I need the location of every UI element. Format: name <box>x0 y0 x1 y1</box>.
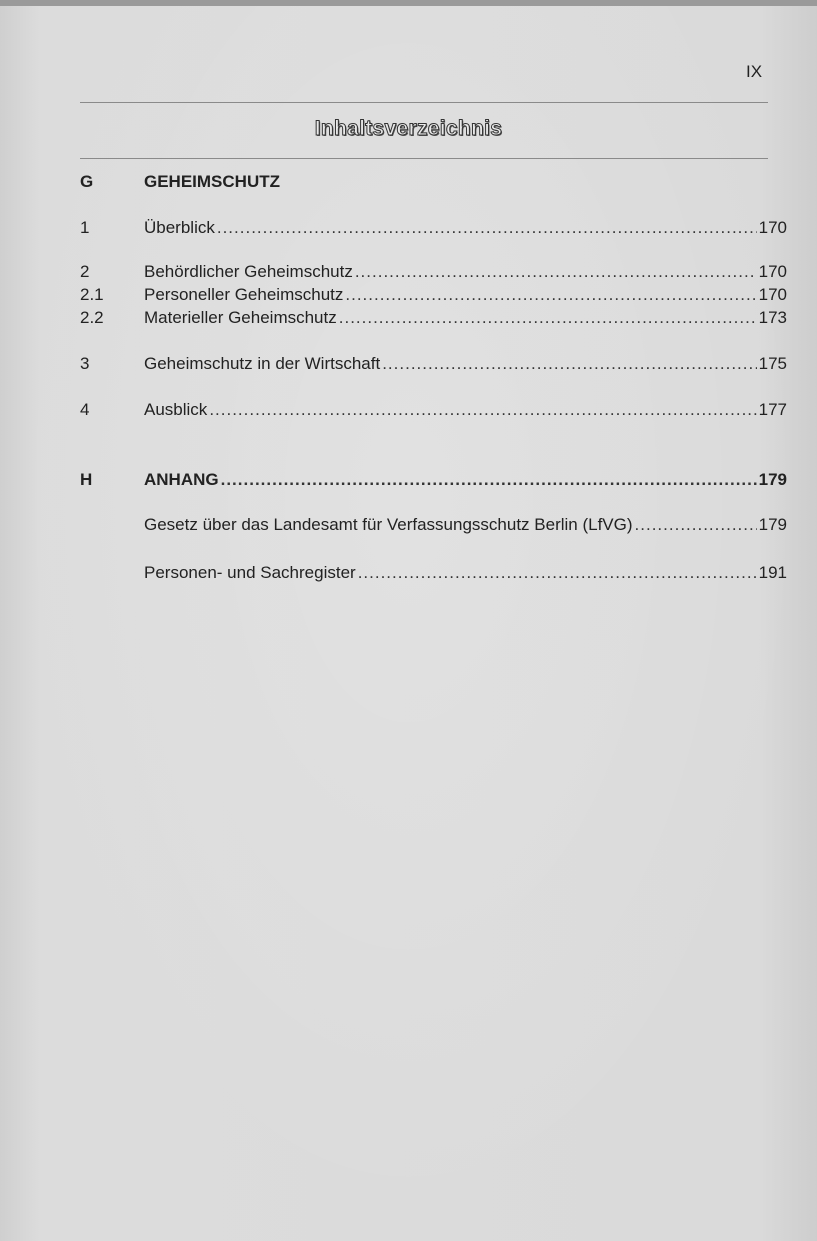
entry-page: 191 <box>758 563 787 582</box>
entry-label: Personen- und Sachregister <box>144 563 356 582</box>
page-number: IX <box>746 62 763 81</box>
entry-label: Materieller Geheimschutz <box>144 308 337 327</box>
heading-rule-bottom <box>80 158 768 159</box>
section-g-header <box>0 171 817 193</box>
entry-number: 1 <box>80 218 90 237</box>
entry-number: 3 <box>80 354 90 373</box>
toc-entry[interactable] <box>0 307 817 329</box>
section-title: GEHEIMSCHUTZ <box>144 172 280 191</box>
dot-leader <box>221 469 757 491</box>
section-h-header[interactable] <box>0 469 817 491</box>
dot-leader <box>355 261 757 283</box>
section-letter: G <box>80 172 94 191</box>
page-top-edge <box>0 0 817 6</box>
entry-number: 2.1 <box>80 285 104 304</box>
toc-heading: Inhaltsverzeichnis <box>314 117 503 140</box>
toc-entry[interactable] <box>0 217 817 239</box>
section-letter: H <box>80 470 93 489</box>
entry-page: 175 <box>758 354 787 373</box>
dot-leader <box>358 562 757 584</box>
toc-entry[interactable] <box>0 514 817 536</box>
entry-label: Ausblick <box>144 400 208 419</box>
entry-label: Überblick <box>144 218 215 237</box>
entry-page: 179 <box>758 515 787 534</box>
toc-entry[interactable] <box>0 562 817 584</box>
dot-leader <box>209 399 756 421</box>
entry-number: 2 <box>80 262 90 281</box>
entry-page: 170 <box>758 285 787 304</box>
entry-page: 177 <box>758 400 787 419</box>
heading-rule-top <box>80 102 768 103</box>
toc-entry[interactable] <box>0 261 817 283</box>
entry-label: Behördlicher Geheimschutz <box>144 262 353 281</box>
dot-leader <box>635 514 757 536</box>
dot-leader <box>382 353 756 375</box>
dot-leader <box>217 217 757 239</box>
entry-label: Geheimschutz in der Wirtschaft <box>144 354 381 373</box>
entry-label: Personeller Geheimschutz <box>144 285 344 304</box>
dot-leader <box>339 307 757 329</box>
dot-leader <box>345 284 756 306</box>
toc-entry[interactable] <box>0 399 817 421</box>
section-title: ANHANG <box>144 470 219 489</box>
section-page: 179 <box>758 470 787 489</box>
toc-entry[interactable] <box>0 353 817 375</box>
entry-page: 173 <box>758 308 787 327</box>
entry-number: 4 <box>80 400 90 419</box>
entry-number: 2.2 <box>80 308 104 327</box>
entry-label: Gesetz über das Landesamt für Verfassungsschutz Berlin (LfVG) <box>144 515 633 534</box>
entry-page: 170 <box>758 262 787 281</box>
toc-entry[interactable] <box>0 284 817 306</box>
entry-page: 170 <box>758 218 787 237</box>
